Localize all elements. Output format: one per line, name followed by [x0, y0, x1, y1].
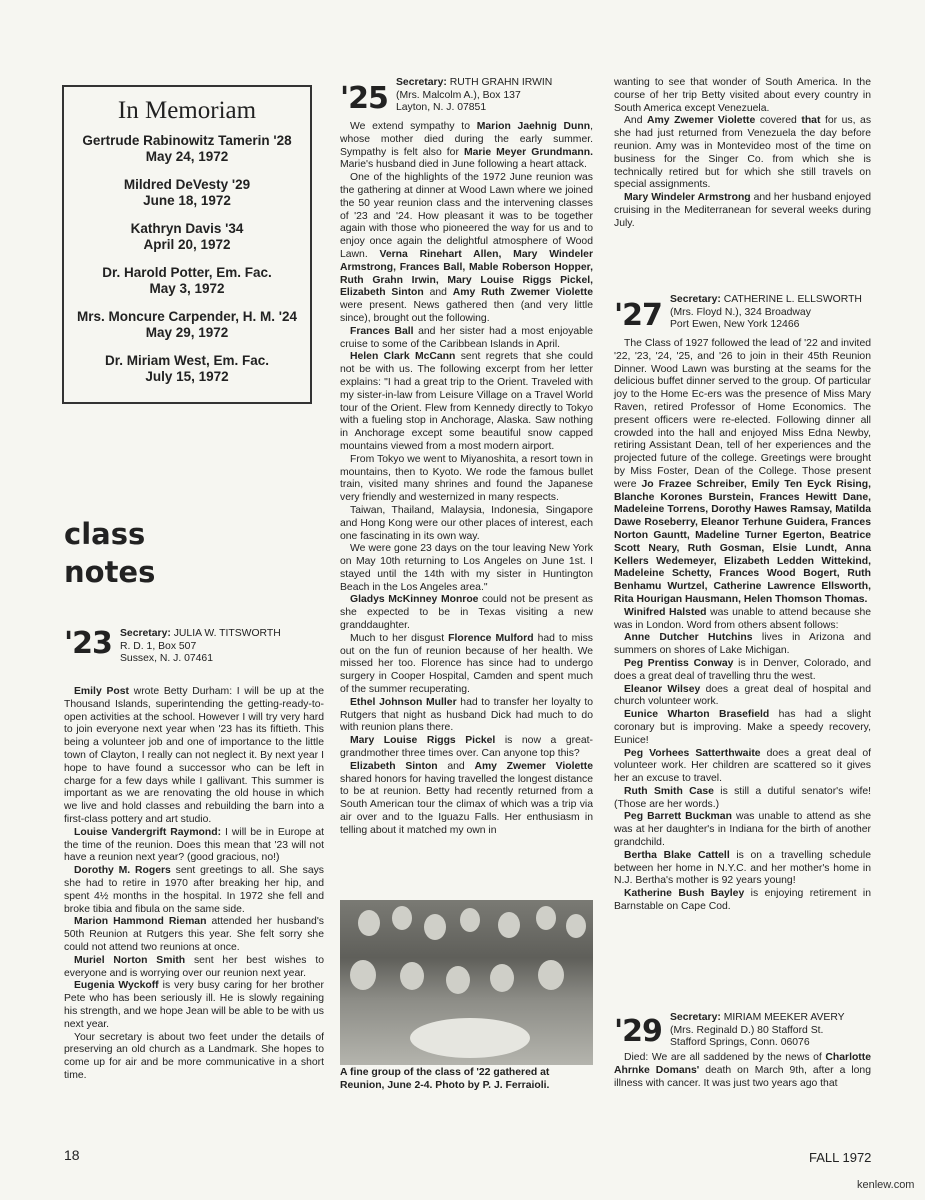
watermark: kenlew.com	[857, 1179, 915, 1191]
page-number: 18	[64, 1147, 80, 1163]
classmate-name: Anne Dutcher Hutchins	[624, 632, 753, 644]
reunion-photo	[340, 900, 593, 1065]
paragraph-text: The Class of 1927 followed the lead of '22 and invited '22, '23, '24, '25, and '26 to join in their 45th Reunion Dinner. Wood Lawn was bursting at the seams for the delicious buffet dinner served to the group. Of particular joy to the Home Ec-ers was the presence of Miss Mary Raven, retired Professor of Home Economics. The present officers were re-elected. Following dinner all crowded into the hall and enjoyed Miss Edna Newby, retiring Assistant Dean, tell of her experiences and the projected future of the college. Greetings were brought by Miss Foster, Dean of the College. Those present were	[614, 338, 871, 490]
paragraph-text: Marie's husband died in June following a heart attack.	[340, 159, 587, 171]
class-25-section	[340, 77, 593, 838]
photo-caption: A fine group of the class of '22 gathered at Reunion, June 2-4. Photo by P. J. Ferraioli.	[340, 1067, 550, 1091]
memoriam-entry	[74, 309, 300, 340]
issue-label: FALL 1972	[809, 1150, 872, 1165]
class-year: '23	[64, 626, 112, 661]
secretary-block	[120, 628, 281, 666]
memoriam-entry	[74, 177, 300, 208]
class-23-section	[64, 628, 324, 1083]
paragraph: Taiwan, Thailand, Malaysia, Indonesia, Singapore and Hong Kong were our other places of interest, each one fascinating in its own way.	[340, 504, 593, 542]
classmate-name: Marion Jaehnig Dunn	[476, 121, 591, 132]
paragraph-text: is enjoying retirement in Barnstable on Cape Cod.	[614, 888, 871, 913]
classmate-name: Ethel Johnson Muller	[350, 696, 457, 708]
paragraph	[340, 697, 593, 735]
classmate-name: Peg Barrett Buckman	[624, 811, 732, 823]
paragraph-text: Died: We are all saddened by the news of	[624, 1052, 826, 1063]
class-header	[614, 294, 871, 352]
paragraph-text: attended her husband's 50th Reunion at Rutgers this year. She felt sorry she could not attend two reunions at once.	[64, 916, 325, 953]
classmate-name: Peg Prentiss Conway	[624, 657, 734, 669]
paragraph-text: and	[423, 287, 453, 299]
classmate-name: Eugenia Wyckoff	[74, 980, 159, 992]
paragraph	[614, 850, 871, 888]
classmate-name: Marie Meyer Grundmann.	[463, 146, 593, 158]
memoriam-entry	[74, 221, 300, 252]
secretary-name: MIRIAM MEEKER AVERY	[723, 1012, 845, 1023]
classmate-name: Jo Frazee Schreiber, Emily Ten Eyck Rising, Blanche Korones Burstein, Frances Hewitt Dane, Madeleine Torrens, Dorothy Hawes Ramsay, Matilda Dawe Roseberry, Eleanor Terhune Guidera, Frances Norton Gauntt, Madeline Turner Egerton, Beatrice Scott Neary, Ruth Gosman, Elsie Lundt, Anna Kellers Wedemeyer, Elizabeth Ledden Wittekind, Madeleine Schetty, Frances Wood Bogert, Ruth Benhamu Wurtzel, Catherine Lawrence Ellsworth, Rita Hourigan Hausmann, Helen Thomson Thomas.	[614, 478, 871, 605]
paragraph	[614, 607, 871, 633]
paragraph	[340, 326, 593, 352]
classmate-name: Bertha Blake Cattell	[624, 849, 730, 861]
classmate-name: Mary Louise Riggs Pickel	[350, 735, 496, 747]
paragraph	[64, 980, 324, 1031]
class-29-section	[614, 1012, 871, 1090]
paragraph-text: sent greetings to all. She says she had to retire in 1970 after breaking her hip, and spent 4½ months in the hospital. In 1972 she fell and broke tibia and fibula on the same side.	[64, 865, 324, 915]
classmate-name: Amy Zwemer Violette	[474, 760, 593, 772]
memoriam-date: May 29, 1972	[145, 324, 229, 340]
classmate-name: Dorothy M. Rogers	[74, 865, 171, 877]
paragraph	[340, 351, 593, 453]
paragraph-text: were present. News gathered then (and very little since), brought out the following.	[340, 300, 593, 324]
paragraph: We were gone 23 days on the tour leaving New York on May 10th returning to Los Angeles on June 1st. I stayed until the 14th with my sister in Huntington Beach in the Los Angeles area."	[340, 543, 593, 593]
memoriam-entry	[74, 133, 300, 164]
secretary-address: (Mrs. Floyd N.), 324 Broadway	[670, 306, 811, 318]
secretary-address: (Mrs. Reginald D.) 80 Stafford St.	[670, 1024, 824, 1036]
classmate-name: Mary Windeler Armstrong	[624, 192, 751, 204]
class-notes-heading	[64, 515, 155, 591]
classmate-name: Katherine Bush Bayley	[624, 888, 745, 900]
secretary-label: Secretary:	[670, 1012, 721, 1023]
classmate-name: Verna Rinehart Allen, Mary Windeler Armstrong, Frances Ball, Mable Roberson Hopper, Ruth Grahn Irwin, Mary Louise Riggs Pickel, Elizabeth Sinton	[340, 248, 593, 299]
memoriam-date: May 3, 1972	[149, 280, 225, 296]
paragraph: Your secretary is about two feet under the details of preserving an old church as a Landmark. She hopes to come up for air and be more communicative in a short time.	[64, 1031, 324, 1081]
memoriam-date: June 18, 1972	[143, 192, 231, 208]
classmate-name: Amy Zwemer Violette	[647, 115, 756, 127]
paragraph-text: We extend sympathy to	[350, 121, 477, 132]
paragraph	[614, 658, 871, 684]
memoriam-name: Mrs. Moncure Carpender, H. M. '24	[76, 309, 297, 324]
paragraph-text: And	[624, 115, 648, 127]
memoriam-name: Kathryn Davis '34	[130, 221, 244, 236]
classmate-name: Elizabeth Sinton	[350, 760, 438, 772]
paragraph-text: does a great deal of hospital and church volunteer work.	[614, 683, 871, 708]
paragraph	[340, 735, 593, 761]
paragraph	[614, 115, 871, 192]
paragraph-text: wrote Betty Durham: I will be up at the Thousand Islands, superintending the getting-ready-to-open activities at the school. However I will try very hard to join everyone next year when '23 has its fiftieth. This being a volunteer job and one of importance to the little town of Clayton, I really can not neglect it. By next year I hope to have found a successor who can be left in charge for a few days while I gallivant. This summer is important as we are renovating the old house in which we live and hold classes and rebuilding the barn into a first-class pottery and art studio.	[64, 686, 324, 825]
class-year: '29	[614, 1014, 662, 1049]
secretary-label: Secretary:	[120, 628, 171, 639]
secretary-name: CATHERINE L. ELLSWORTH	[723, 294, 862, 305]
paragraph: wanting to see that wonder of South America. In the course of her trip Betty visited about every country in South America except Venezuela.	[614, 77, 871, 114]
heading-line: class	[64, 517, 146, 551]
in-memoriam-box	[62, 85, 312, 404]
paragraph-text: had to transfer her loyalty to Rutgers that night as husband Dick had much to do with reunion plans there.	[340, 696, 594, 734]
paragraph-text: Much to her disgust	[350, 632, 449, 644]
paragraph	[614, 748, 871, 786]
classmate-name: Muriel Norton Smith	[74, 954, 186, 966]
classmate-name: Louise Vandergrift Raymond:	[74, 826, 222, 838]
secretary-block	[670, 294, 862, 332]
paragraph-text: One of the highlights of the 1972 June reunion was the gathering at dinner at Wood Lawn where we joined the 50 year reunion class and the intervening classes of '23 and '24. How pleasant it was to be together again with those who pioneered the way for us and to enjoy once again the delightful atmosphere of Wood Lawn.	[340, 172, 593, 260]
classmate-name: Marion Hammond Rieman	[74, 916, 207, 928]
paragraph-text: for us, as she had just returned from Venezuela the day before reunion. Amy was in Montevideo most of the time on business for the Singer Co. from which she is technically retired but for which she still travels on special assignments.	[614, 115, 872, 191]
secretary-block	[396, 77, 552, 115]
paragraph-text: is still a dutiful senator's wife! (Those are her words.)	[614, 785, 871, 810]
class-year: '25	[340, 81, 388, 116]
paragraph	[614, 709, 871, 747]
secretary-block	[670, 1012, 845, 1050]
secretary-address: (Mrs. Malcolm A.), Box 137	[396, 89, 521, 101]
paragraph	[614, 192, 871, 230]
memoriam-date: May 24, 1972	[145, 148, 229, 164]
secretary-label: Secretary:	[396, 77, 447, 88]
paragraph-text: and	[437, 760, 475, 772]
paragraph	[614, 338, 871, 607]
memoriam-name: Mildred DeVesty '29	[123, 177, 251, 192]
memoriam-entry	[74, 265, 300, 296]
paragraph	[64, 686, 324, 827]
classmate-name: Florence Mulford	[448, 632, 534, 644]
paragraph-text: had to miss out on the fun of reunion because of her health. We missed her too. Florence has since had to undergo surgery in Cooper Hospital, Camden and spent much of the summer recuperating.	[340, 632, 593, 696]
class-header	[614, 1012, 871, 1058]
classmate-name: Helen Clark McCann	[350, 351, 456, 363]
paragraph-text: was unable to attend because she was in London. Word from others absent follows:	[614, 606, 872, 631]
paragraph-text: , whose mother died during the early summer. Sympathy is felt also for	[340, 121, 593, 158]
paragraph-text: covered	[755, 115, 802, 127]
paragraph	[614, 786, 871, 812]
memoriam-name: Dr. Harold Potter, Em. Fac.	[102, 265, 272, 280]
classmate-name: Eunice Wharton Brasefield	[624, 709, 770, 721]
classmate-name: Peg Vorhees Satterthwaite	[624, 747, 761, 759]
paragraph	[340, 633, 593, 697]
paragraph-text: I will be in Europe at the time of the reunion. Does this mean that '23 will not have a reunion next year? (good gracious, no!)	[64, 826, 324, 864]
paragraph-text: has had a slight coronary but is improving. Make a speedy recovery, Eunice!	[614, 709, 871, 746]
paragraph	[614, 632, 871, 658]
emphasis-text: that	[801, 115, 821, 127]
class-year: '27	[614, 298, 662, 333]
secretary-address: Layton, N. J. 07851	[396, 102, 487, 113]
paragraph-text: does a great deal of volunteer work. Her children are scattered so it gives her an excuse to travel.	[614, 747, 871, 785]
classmate-name: Gladys McKinney Monroe	[350, 594, 479, 606]
paragraph-text: shared honors for having travelled the longest distance to be at reunion. Betty had recently returned from a South American tour the climax of which was a trip via air over and to the Iguazu Falls. Her enthusiasm in telling about it matched my own in	[340, 773, 593, 836]
secretary-address: Sussex, N. J. 07461	[120, 653, 213, 664]
paragraph	[64, 916, 324, 954]
paragraph-text: death on March 9th, after a long illness with cancer. It was just two years ago that	[614, 1064, 871, 1089]
memoriam-name: Dr. Miriam West, Em. Fac.	[104, 353, 270, 368]
classmate-name: Ruth Smith Case	[624, 785, 714, 797]
memoriam-entry	[74, 353, 300, 384]
secretary-name: JULIA W. TITSWORTH	[173, 628, 281, 639]
paragraph-text: and her sister had a most enjoyable cruise to some of the Caribbean Islands in April.	[340, 325, 593, 350]
paragraph-text: is in Denver, Colorado, and does a great deal of travelling thru the west.	[614, 657, 871, 682]
classmate-name: Eleanor Wilsey	[624, 683, 701, 695]
memoriam-title: In Memoriam	[117, 97, 257, 124]
paragraph-text: and her husband enjoyed cruising in the Mediterranean for several weeks during July.	[614, 192, 871, 229]
secretary-address: Port Ewen, New York 12466	[670, 319, 800, 330]
class-27-section	[614, 294, 871, 914]
secretary-address: Stafford Springs, Conn. 06076	[670, 1037, 810, 1048]
paragraph-text: could not be present as she expected to be in Texas visiting a new granddaughter.	[340, 594, 593, 632]
classmate-name: Charlotte Ahrnke Domans'	[614, 1052, 871, 1076]
memoriam-date: April 20, 1972	[143, 236, 231, 252]
class-25-continued	[614, 77, 871, 231]
secretary-address: R. D. 1, Box 507	[120, 640, 197, 652]
memoriam-name: Gertrude Rabinowitz Tamerin '28	[82, 133, 292, 148]
paragraph	[340, 172, 593, 326]
class-header	[64, 628, 324, 686]
paragraph	[614, 888, 871, 914]
paragraph	[64, 955, 324, 981]
classmate-name: Emily Post	[74, 686, 129, 697]
paragraph: From Tokyo we went to Miyanoshita, a resort town in mountains, then to Kyoto. We rode the famous bullet train, visited many shrines and found the Japanese very friendly and westernized in many respects.	[340, 453, 593, 504]
paragraph-text: is on a travelling schedule between her home in N.Y.C. and her mother's home in N.J. Bertha's mother is 92 years young!	[614, 849, 872, 887]
paragraph-text: sent regrets that she could not be with us. The following excerpt from her letter explains: "I had a great trip to the Orient. Traveled with my sister-in-law from Leisure Village on a Travel World tour of the Orient. Flew from Kennedy directly to Tokyo with a fueling stop in Anchorage, Alaska. Saw nothing in Anchorage except some beautiful snow capped mountains viewed from a most modern airport.	[340, 351, 593, 452]
paragraph-text: sent her best wishes to everyone and is worrying over our reunion next year.	[64, 954, 324, 979]
secretary-name: RUTH GRAHN IRWIN	[449, 77, 553, 88]
paragraph	[614, 811, 871, 849]
paragraph	[64, 865, 324, 916]
paragraph-text: lives in Arizona and summers on shores of Lake Michigan.	[614, 632, 871, 657]
secretary-label: Secretary:	[670, 294, 721, 305]
paragraph-text: is very busy caring for her brother Pete who has been seriously ill. He is slowly regaining his strength, and we hope Jean will be able to be with us next year.	[64, 980, 325, 1030]
classmate-name: Winifred Halsted	[624, 606, 707, 618]
paragraph-text: was unable to attend as she was at her daughter's in Indiana for the birth of another grandchild.	[614, 811, 871, 849]
class-header	[340, 77, 593, 135]
paragraph	[614, 684, 871, 710]
heading-line: notes	[64, 555, 156, 589]
paragraph	[340, 594, 593, 632]
classmate-name: Amy Ruth Zwemer Violette	[452, 287, 593, 299]
classmate-name: Frances Ball	[350, 325, 414, 337]
paragraph	[340, 761, 593, 838]
paragraph-text: is now a great-grandmother three times over. Can anyone top this?	[340, 735, 593, 760]
paragraph	[64, 827, 324, 865]
memoriam-date: July 15, 1972	[145, 368, 229, 384]
